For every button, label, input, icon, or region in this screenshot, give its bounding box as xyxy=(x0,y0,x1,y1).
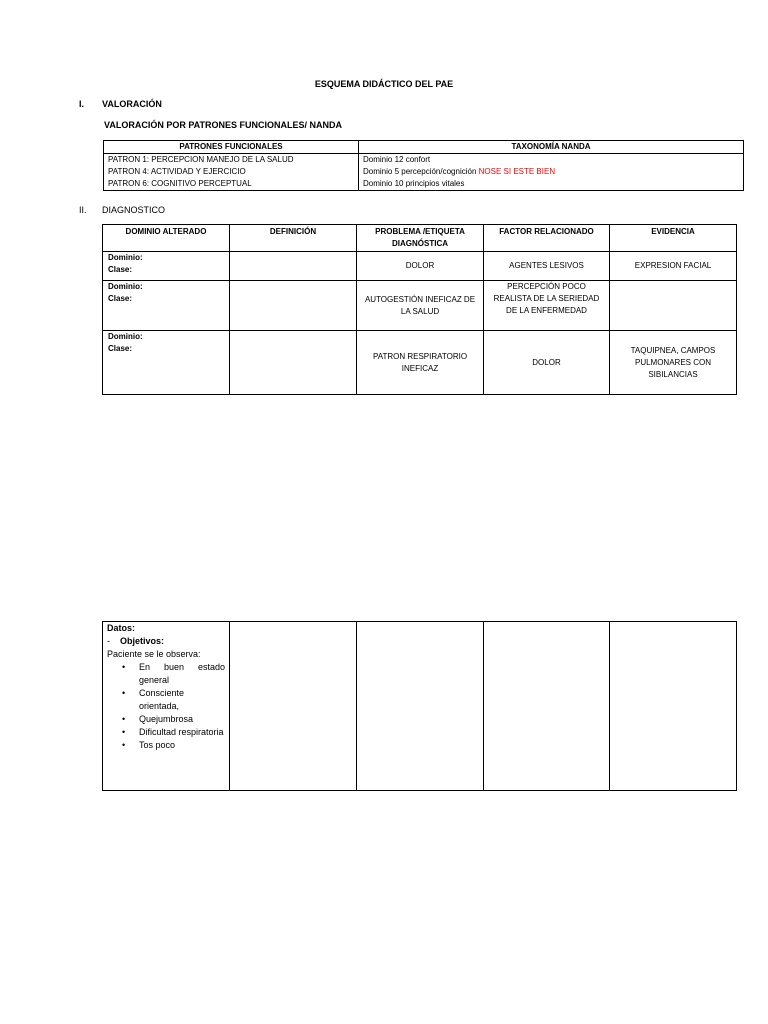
clase-label: Clase: xyxy=(108,265,133,274)
datos-label: Datos: xyxy=(107,623,136,633)
section-1-subtitle: VALORACIÓN POR PATRONES FUNCIONALES/ NANDA xyxy=(104,120,343,130)
patterns-header: PATRONES FUNCIONALES xyxy=(104,141,359,154)
clase-label: Clase: xyxy=(108,344,133,353)
col-header-problema: PROBLEMA /ETIQUETA DIAGNÓSTICA xyxy=(357,225,484,252)
problema-cell: PATRON RESPIRATORIO INEFICAZ xyxy=(357,331,484,395)
taxonomy-cell xyxy=(359,154,744,191)
dominio-label: Dominio: xyxy=(108,253,143,262)
taxonomy-item: Dominio 12 confort xyxy=(363,155,431,164)
col-header-definicion: DEFINICIÓN xyxy=(230,225,357,252)
dash: - xyxy=(107,636,120,646)
col-header-evidencia: EVIDENCIA xyxy=(610,225,737,252)
table-row xyxy=(103,281,737,331)
col-header-dominio: DOMINIO ALTERADO xyxy=(103,225,230,252)
pattern-item: PATRON 1: PERCEPCION MANEJO DE LA SALUD xyxy=(108,155,294,164)
taxonomy-header: TAXONOMÍA NANDA xyxy=(359,141,744,154)
pattern-item: PATRON 4: ACTIVIDAD Y EJERCICIO xyxy=(108,167,246,176)
list-item: • Tos poco xyxy=(139,739,225,752)
empty-cell xyxy=(610,622,737,791)
empty-cell xyxy=(357,622,484,791)
table-row xyxy=(103,622,737,791)
objetivos-label: Objetivos: xyxy=(120,636,165,646)
evidencia-cell: TAQUIPNEA, CAMPOS PULMONARES CON SIBILANCIAS xyxy=(610,331,737,395)
evidencia-cell xyxy=(610,281,737,331)
dominio-cell xyxy=(103,281,230,331)
taxonomy-item: Dominio 5 percepción/cognición xyxy=(363,167,477,176)
section-2-label: DIAGNOSTICO xyxy=(102,205,166,215)
list-item: • Consciente orientada, xyxy=(139,687,225,713)
list-item: • Quejumbrosa xyxy=(139,713,225,726)
definicion-cell xyxy=(230,252,357,281)
table-row xyxy=(103,331,737,395)
pattern-item: PATRON 6: COGNITIVO PERCEPTUAL xyxy=(108,179,252,188)
section-1-label: VALORACIÓN xyxy=(102,99,162,109)
data-table xyxy=(102,621,737,791)
review-note: NOSE SI ESTE BIEN xyxy=(478,167,556,176)
patterns-cell xyxy=(104,154,359,191)
section-1-number: I. xyxy=(79,99,85,109)
page-title: ESQUEMA DIDÁCTICO DEL PAE xyxy=(314,79,454,89)
taxonomy-item-row xyxy=(363,166,739,178)
dominio-label: Dominio: xyxy=(108,332,143,341)
data-cell xyxy=(103,622,230,791)
objetivos-line xyxy=(107,635,225,648)
problema-cell: DOLOR xyxy=(357,252,484,281)
factor-cell: DOLOR xyxy=(484,331,610,395)
intro-text: Paciente se le observa: xyxy=(107,649,201,659)
patterns-table xyxy=(103,140,744,191)
definicion-cell xyxy=(230,331,357,395)
factor-cell: PERCEPCIÓN POCO REALISTA DE LA SERIEDAD DE LA ENFERMEDAD xyxy=(484,281,610,331)
col-header-factor: FACTOR RELACIONADO xyxy=(484,225,610,252)
section-2-number: II. xyxy=(79,205,87,215)
dominio-cell xyxy=(103,252,230,281)
empty-cell xyxy=(230,622,357,791)
dominio-cell xyxy=(103,331,230,395)
dominio-label: Dominio: xyxy=(108,282,143,291)
table-row xyxy=(103,252,737,281)
clase-label: Clase: xyxy=(108,294,133,303)
factor-cell: AGENTES LESIVOS xyxy=(484,252,610,281)
diagnosis-table xyxy=(102,224,737,395)
evidencia-cell: EXPRESION FACIAL xyxy=(610,252,737,281)
definicion-cell xyxy=(230,281,357,331)
observation-list xyxy=(107,661,225,752)
taxonomy-item: Dominio 10 principios vitales xyxy=(363,179,465,188)
empty-cell xyxy=(484,622,610,791)
list-item: • Dificultad respiratoria xyxy=(139,726,225,739)
list-item: • En buen estado general xyxy=(139,661,225,687)
problema-cell: AUTOGESTIÓN INEFICAZ DE LA SALUD xyxy=(357,281,484,331)
